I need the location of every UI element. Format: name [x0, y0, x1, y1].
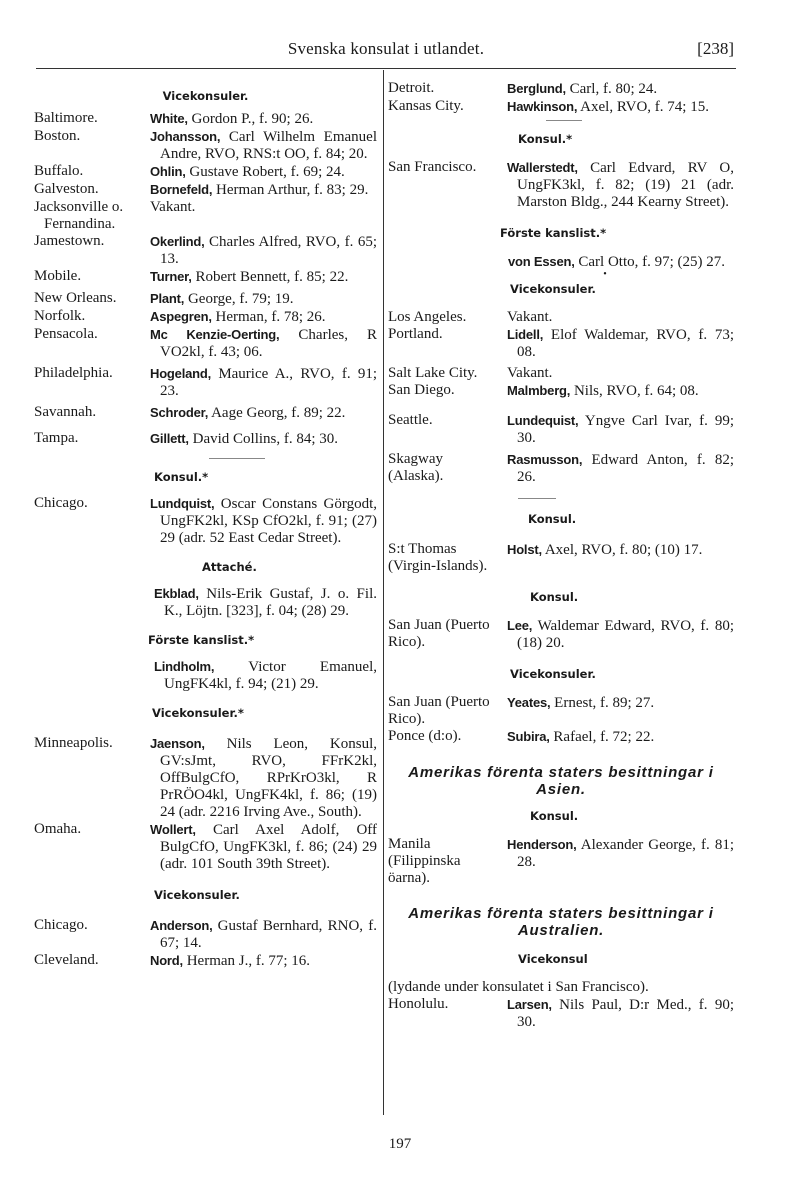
person-details: Carl Otto, f. 97; (25) 27.	[574, 254, 726, 270]
person-details: Herman, f. 78; 26.	[211, 309, 326, 325]
entry-san-diego	[388, 382, 734, 400]
person-name: Wollert,	[150, 822, 196, 837]
entry-chicago-konsul	[34, 495, 377, 547]
place-name: San Juan (Puerto Rico).	[388, 694, 490, 727]
heading-vicekonsul: Vicekonsul	[518, 952, 588, 966]
person-details: Maurice A., RVO, f. 91; 23.	[160, 366, 377, 399]
place-name: Chicago.	[34, 917, 88, 933]
entry-boston	[34, 128, 377, 163]
person-details: Ernest, f. 89; 27.	[550, 695, 655, 711]
separator-rule	[546, 120, 582, 121]
person-name: Jaenson,	[150, 736, 205, 751]
heading-konsul: Konsul.	[530, 590, 579, 604]
person-details: Carl Edvard, RV O, UngFK3kl, f. 82; (19) 21 (adr. Marston Bldg., 244 Kearny Street).	[517, 160, 734, 210]
decorative-dot: •	[603, 269, 607, 280]
person-name: Henderson,	[507, 837, 577, 852]
place-name: Galveston.	[34, 181, 99, 197]
entry-kansas-city	[388, 98, 734, 116]
person-name: Schroder,	[150, 405, 209, 420]
place-name: Jamestown.	[34, 233, 105, 249]
section-title-asia: Amerikas förenta staters besittningar i Asien.	[408, 764, 714, 798]
place-name: Honolulu.	[388, 996, 449, 1012]
person-name: Plant,	[150, 291, 185, 306]
person-name: Ohlin,	[150, 164, 186, 179]
heading-forste-kanslist: Förste kanslist.*	[148, 633, 255, 647]
person-name: White,	[150, 111, 188, 126]
heading-konsul: Konsul.	[528, 512, 577, 526]
person-details: Aage Georg, f. 89; 22.	[208, 405, 346, 421]
person-name: Larsen,	[507, 997, 552, 1012]
page-footer-number: 197	[388, 1136, 412, 1152]
heading-vicekonsuler: Vicekonsuler.*	[152, 706, 244, 720]
right-column	[388, 80, 734, 1031]
person-name: Hogeland,	[150, 366, 212, 381]
running-title: Svenska konsulat i utlandet.	[287, 39, 485, 58]
person-details: Gustave Robert, f. 69; 24.	[185, 164, 345, 180]
entry-san-francisco	[388, 159, 734, 211]
person-details: Vakant.	[507, 365, 553, 381]
person-details: Gordon P., f. 90; 26.	[187, 111, 314, 127]
place-name: Tampa.	[34, 430, 79, 446]
person-details: Nils Paul, D:r Med., f. 90; 30.	[517, 997, 734, 1030]
heading-konsul: Konsul.*	[154, 470, 209, 484]
heading-vicekonsuler: Vicekonsuler.	[162, 89, 249, 103]
person-name: Lee,	[507, 618, 533, 633]
place-name: New Orleans.	[34, 290, 117, 306]
place-name: Portland.	[388, 326, 443, 342]
person-name: Aspegren,	[150, 309, 212, 324]
entry-mobile	[34, 268, 377, 286]
person-name: Hawkinson,	[507, 99, 578, 114]
person-details: Herman J., f. 77; 16.	[182, 953, 311, 969]
person-details: Axel, RVO, f. 74; 15.	[577, 99, 709, 115]
entry-forste-kanslist	[34, 658, 377, 693]
person-name: Okerlind,	[150, 234, 205, 249]
person-details: Carl, f. 80; 24.	[565, 81, 658, 97]
person-name: Berglund,	[507, 81, 566, 96]
heading-attache: Attaché.	[202, 560, 257, 574]
person-name: Lindholm,	[154, 659, 215, 674]
person-details: Nils, RVO, f. 64; 08.	[570, 383, 699, 399]
place-name: Los Angeles.	[388, 309, 467, 325]
place-name: S:t Thomas (Virgin-Islands).	[388, 541, 488, 574]
entry-honolulu	[388, 996, 734, 1031]
person-name: Yeates,	[507, 695, 551, 710]
place-name: Cleveland.	[34, 952, 99, 968]
entry-savannah	[34, 404, 377, 422]
place-name: Seattle.	[388, 412, 433, 428]
place-name: Boston.	[34, 128, 81, 144]
place-name: Manila (Filippinska öarna).	[388, 836, 461, 886]
separator-rule	[518, 498, 556, 499]
entry-baltimore	[34, 110, 377, 128]
person-details: Charles, R VO2kl, f. 43; 06.	[160, 327, 378, 360]
place-name: Skagway (Alaska).	[388, 451, 444, 484]
heading-konsul: Konsul.	[530, 809, 579, 823]
person-name: Anderson,	[150, 918, 213, 933]
place-name: Pensacola.	[34, 326, 98, 342]
person-details: Waldemar Edward, RVO, f. 80; (18) 20.	[517, 618, 734, 651]
bracketed-page-number: [238]	[697, 39, 734, 58]
person-details: Carl Axel Adolf, Off BulgCfO, UngFK3kl, f. 86; (24) 29 (adr. 101 South 39th Street).	[160, 822, 377, 872]
heading-vicekonsuler: Vicekonsuler.	[510, 282, 596, 296]
place-name: San Juan (Puerto Rico).	[388, 617, 490, 650]
entry-pensacola	[34, 326, 377, 361]
section-title-australia: Amerikas förenta staters besittningar i Australien.	[408, 905, 714, 939]
left-column	[34, 86, 377, 970]
entry-manila	[388, 836, 734, 887]
entry-attache	[34, 585, 377, 620]
entry-omaha	[34, 821, 377, 873]
entry-salt-lake-city	[388, 365, 734, 382]
person-details: Alexander George, f. 81; 28.	[517, 837, 734, 870]
person-name: Turner,	[150, 269, 192, 284]
entry-buffalo	[34, 163, 377, 181]
entry-minneapolis	[34, 735, 377, 821]
person-name: Gillett,	[150, 431, 189, 446]
person-name: Nord,	[150, 953, 183, 968]
place-name: Philadelphia.	[34, 365, 113, 381]
person-details: Edward Anton, f. 82; 26.	[517, 452, 734, 485]
person-details: Vakant.	[507, 309, 553, 325]
person-details: Nils Leon, Konsul, GV:sJmt, RVO, FFrK2kl, OffBulgCfO, RPrKrO3kl, R PrRÖO4kl, UngFK4kl, f. 86; (19) 24 (adr. 2216 Irving Ave., South).	[160, 736, 377, 820]
entry-chicago-vicekonsul	[34, 917, 377, 952]
column-divider	[383, 70, 384, 1115]
entry-new-orleans	[34, 290, 377, 308]
entry-los-angeles	[388, 309, 734, 326]
person-details: Carl Wilhelm Emanuel Andre, RVO, RNS:t OO, f. 84; 20.	[160, 129, 377, 162]
heading-forste-kanslist: Förste kanslist.*	[500, 226, 607, 240]
person-details: Victor Emanuel, UngFK4kl, f. 94; (21) 29.	[164, 659, 377, 692]
person-details: David Collins, f. 84; 30.	[188, 431, 339, 447]
person-details: Axel, RVO, f. 80; (10) 17.	[541, 542, 703, 558]
person-name: Subira,	[507, 729, 550, 744]
place-name: Salt Lake City.	[388, 365, 478, 381]
place-name: Kansas City.	[388, 98, 464, 114]
person-name: Johansson,	[150, 129, 221, 144]
entry-san-juan-konsul	[388, 617, 734, 652]
place-name: Buffalo.	[34, 163, 84, 179]
page-header	[36, 38, 736, 69]
person-details: Robert Bennett, f. 85; 22.	[191, 269, 349, 285]
entry-detroit	[388, 80, 734, 98]
heading-konsul: Konsul.*	[518, 132, 573, 146]
person-details: Nils-Erik Gustaf, J. o. Fil. K., Löjtn. [323], f. 04; (28) 29.	[164, 586, 377, 619]
place-name: Chicago.	[34, 495, 88, 511]
place-name: Omaha.	[34, 821, 82, 837]
person-details: Gustaf Bernhard, RNO, f. 67; 14.	[160, 918, 377, 951]
entry-jamestown	[34, 233, 377, 268]
place-name: San Francisco.	[388, 159, 477, 175]
place-name: Minneapolis.	[34, 735, 113, 751]
person-details: George, f. 79; 19.	[184, 291, 294, 307]
person-details: Elof Waldemar, RVO, f. 73; 08.	[517, 327, 734, 360]
place-name: Savannah.	[34, 404, 97, 420]
separator-rule	[209, 458, 265, 459]
heading-vicekonsuler: Vicekonsuler.	[154, 888, 240, 902]
person-details: Oscar Constans Görgodt, UngFK2kl, KSp CfO2kl, f. 91; (27) 29 (adr. 52 East Cedar Street).	[160, 496, 377, 546]
entry-galveston	[34, 181, 377, 199]
person-name: Holst,	[507, 542, 542, 557]
person-name: Lidell,	[507, 327, 544, 342]
person-details: Vakant.	[150, 199, 196, 215]
entry-seattle	[388, 412, 734, 447]
place-name: Norfolk.	[34, 308, 86, 324]
place-name: Ponce (d:o).	[388, 728, 462, 744]
person-name: von Essen,	[508, 254, 575, 269]
entry-san-juan-vicekonsul	[388, 694, 734, 728]
note-jurisdiction: (lydande under konsulatet i San Francisco).	[388, 979, 649, 995]
person-name: Bornefeld,	[150, 182, 213, 197]
entry-skagway	[388, 451, 734, 486]
place-name: Baltimore.	[34, 110, 98, 126]
person-name: Wallerstedt,	[507, 160, 578, 175]
heading-vicekonsuler: Vicekonsuler.	[510, 667, 596, 681]
entry-tampa	[34, 430, 377, 448]
entry-norfolk	[34, 308, 377, 326]
entry-st-thomas	[388, 541, 734, 575]
person-name: Ekblad,	[154, 586, 199, 601]
entry-portland	[388, 326, 734, 361]
person-details: Yngve Carl Ivar, f. 99; 30.	[517, 413, 734, 446]
person-name: Malmberg,	[507, 383, 571, 398]
entry-jacksonville	[34, 199, 377, 233]
person-name: Rasmusson,	[507, 452, 583, 467]
entry-forste-kanslist	[388, 253, 734, 271]
place-name: Mobile.	[34, 268, 82, 284]
place-name: Jacksonville o. Fernandina.	[34, 199, 124, 232]
person-name: Lundequist,	[507, 413, 579, 428]
entry-philadelphia	[34, 365, 377, 400]
person-details: Rafael, f. 72; 22.	[549, 729, 655, 745]
person-name: Mc Kenzie-Oerting,	[150, 327, 280, 342]
place-name: Detroit.	[388, 80, 435, 96]
entry-ponce	[388, 728, 734, 746]
person-details: Charles Alfred, RVO, f. 65; 13.	[160, 234, 377, 267]
place-name: San Diego.	[388, 382, 455, 398]
person-name: Lundquist,	[150, 496, 215, 511]
entry-cleveland	[34, 952, 377, 970]
person-details: Herman Arthur, f. 83; 29.	[212, 182, 369, 198]
